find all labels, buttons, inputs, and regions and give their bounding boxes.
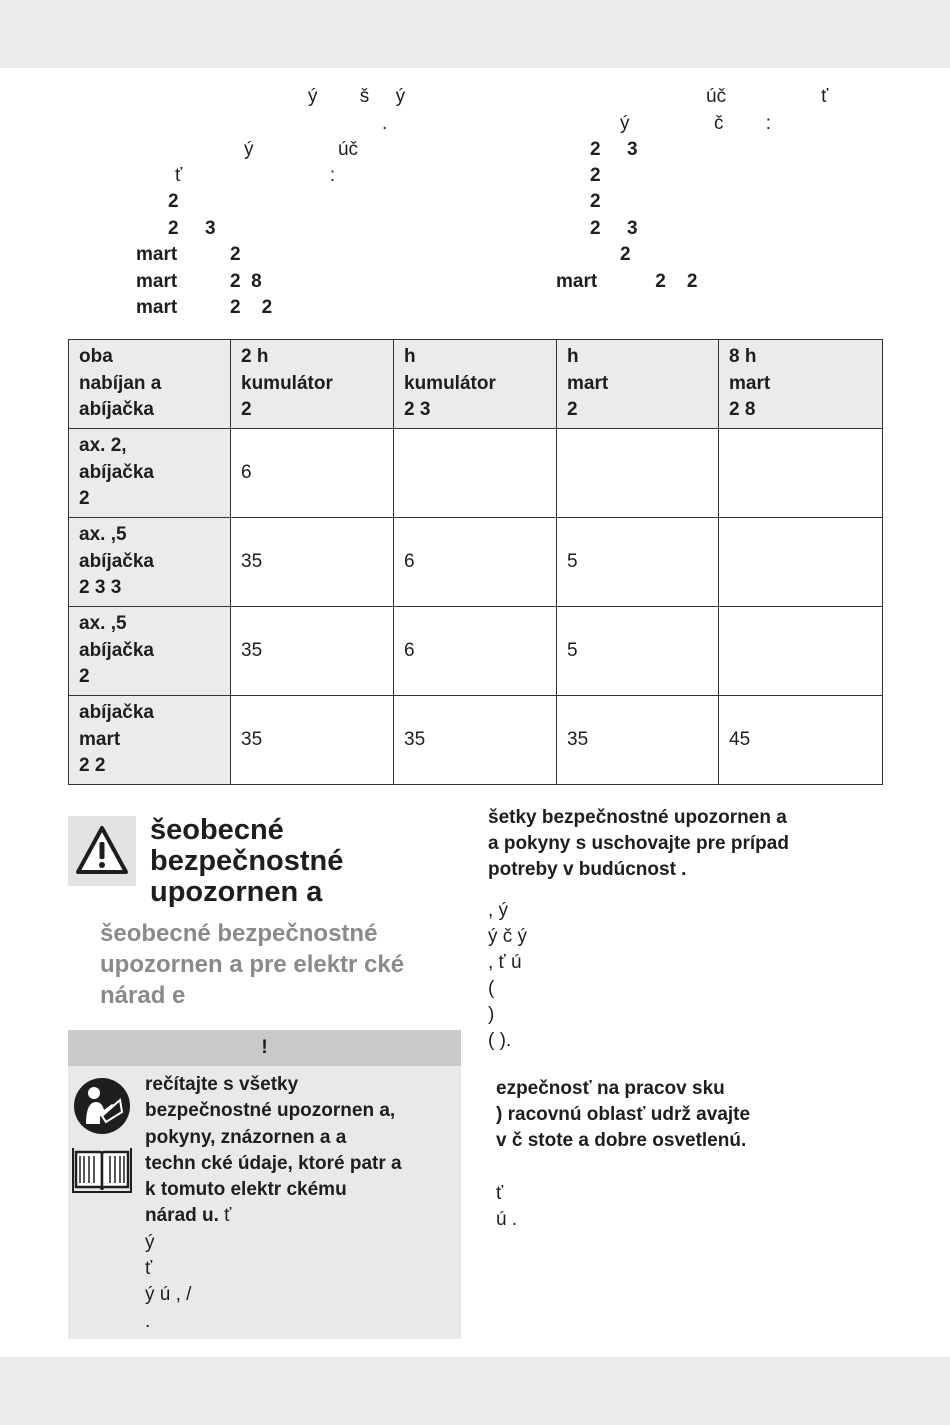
table-cell: 6 <box>394 607 557 696</box>
table-cell: 35 <box>557 696 719 785</box>
table-row <box>69 429 883 518</box>
row-label: ax. ,5 abíjačka 2 <box>69 607 231 696</box>
table-cell: 45 <box>719 696 883 785</box>
table-cell <box>719 429 883 518</box>
text-line: 2 3 <box>590 139 638 160</box>
read-manual-icon <box>72 1076 132 1141</box>
notice-box <box>68 1030 461 1339</box>
bottom-band <box>0 1357 950 1425</box>
table-cell: 35 <box>231 696 394 785</box>
table-header-cell: h mart 2 <box>557 340 719 429</box>
table-header-cell: oba nabíjan a abíjačka <box>69 340 231 429</box>
text-line: ť : <box>175 165 336 186</box>
text-line: 2 3 <box>168 218 216 239</box>
text-line: 2 <box>620 244 631 265</box>
book-icon <box>72 1146 132 1199</box>
right-subheading: ezpečnosť na pracov sku <box>496 1078 725 1099</box>
notice-tail-text: ť ý ť ý ú , / . <box>145 1205 232 1332</box>
table-cell <box>719 518 883 607</box>
right-intro: šetky bezpečnostné upozornen a a pokyny s uschovajte pre prípad potreby v budúcnost . <box>488 807 789 880</box>
table-row <box>69 518 883 607</box>
table-header-cell: 8 h mart 2 8 <box>719 340 883 429</box>
row-label: ax. 2, abíjačka 2 <box>69 429 231 518</box>
table-cell: 35 <box>394 696 557 785</box>
text-line: . <box>382 113 388 134</box>
top-band <box>0 0 950 68</box>
text-line: ý č : <box>620 113 771 134</box>
text-line: 2 <box>590 191 601 212</box>
section-heading: šeobecné bezpečnostné upozornen a <box>150 814 344 908</box>
text-line: mart 2 <box>136 244 241 265</box>
row-label: abíjačka mart 2 2 <box>69 696 231 785</box>
table-row <box>69 696 883 785</box>
notice-text <box>145 1072 455 1335</box>
table-cell: 5 <box>557 518 719 607</box>
table-cell: 6 <box>231 429 394 518</box>
text-line: mart 2 8 <box>136 271 262 292</box>
right-body: , ý ý č ý , ť ú ( ) ( ). <box>488 900 528 1051</box>
right-tail: ť ú . <box>496 1183 518 1230</box>
text-line: úč ť <box>706 86 829 107</box>
section-subheading: šeobecné bezpečnostné upozornen a pre elektr cké nárad e <box>100 920 405 1009</box>
text-line: 2 <box>168 191 179 212</box>
row-label: ax. ,5 abíjačka 2 3 3 <box>69 518 231 607</box>
charging-time-table <box>68 339 883 785</box>
table-cell <box>557 429 719 518</box>
text-line: ý úč <box>244 139 359 160</box>
table-cell <box>719 607 883 696</box>
text-line: mart 2 2 <box>556 271 698 292</box>
table-cell: 5 <box>557 607 719 696</box>
table-cell: 35 <box>231 607 394 696</box>
table-header-row <box>69 340 883 429</box>
table-row <box>69 607 883 696</box>
table-cell: 6 <box>394 518 557 607</box>
table-header-cell: 2 h kumulátor 2 <box>231 340 394 429</box>
table-cell: 35 <box>231 518 394 607</box>
table-cell <box>394 429 557 518</box>
table-header-cell: h kumulátor 2 3 <box>394 340 557 429</box>
text-line: 2 <box>590 165 601 186</box>
text-line: ý š ý <box>308 86 406 107</box>
notice-title: ! <box>68 1030 461 1066</box>
notice-bold-text: rečítajte s všetky bezpečnostné upozornen a, pokyny, znázornen a a techn cké údaje, ktoré patr a k tomuto elektr ckému nárad u. <box>145 1074 402 1227</box>
right-item: ) racovnú oblasť udrž avajte v č stote a dobre osvetlenú. <box>496 1104 751 1151</box>
text-line: 2 3 <box>590 218 638 239</box>
warning-icon <box>68 816 136 886</box>
text-line: mart 2 2 <box>136 297 273 318</box>
